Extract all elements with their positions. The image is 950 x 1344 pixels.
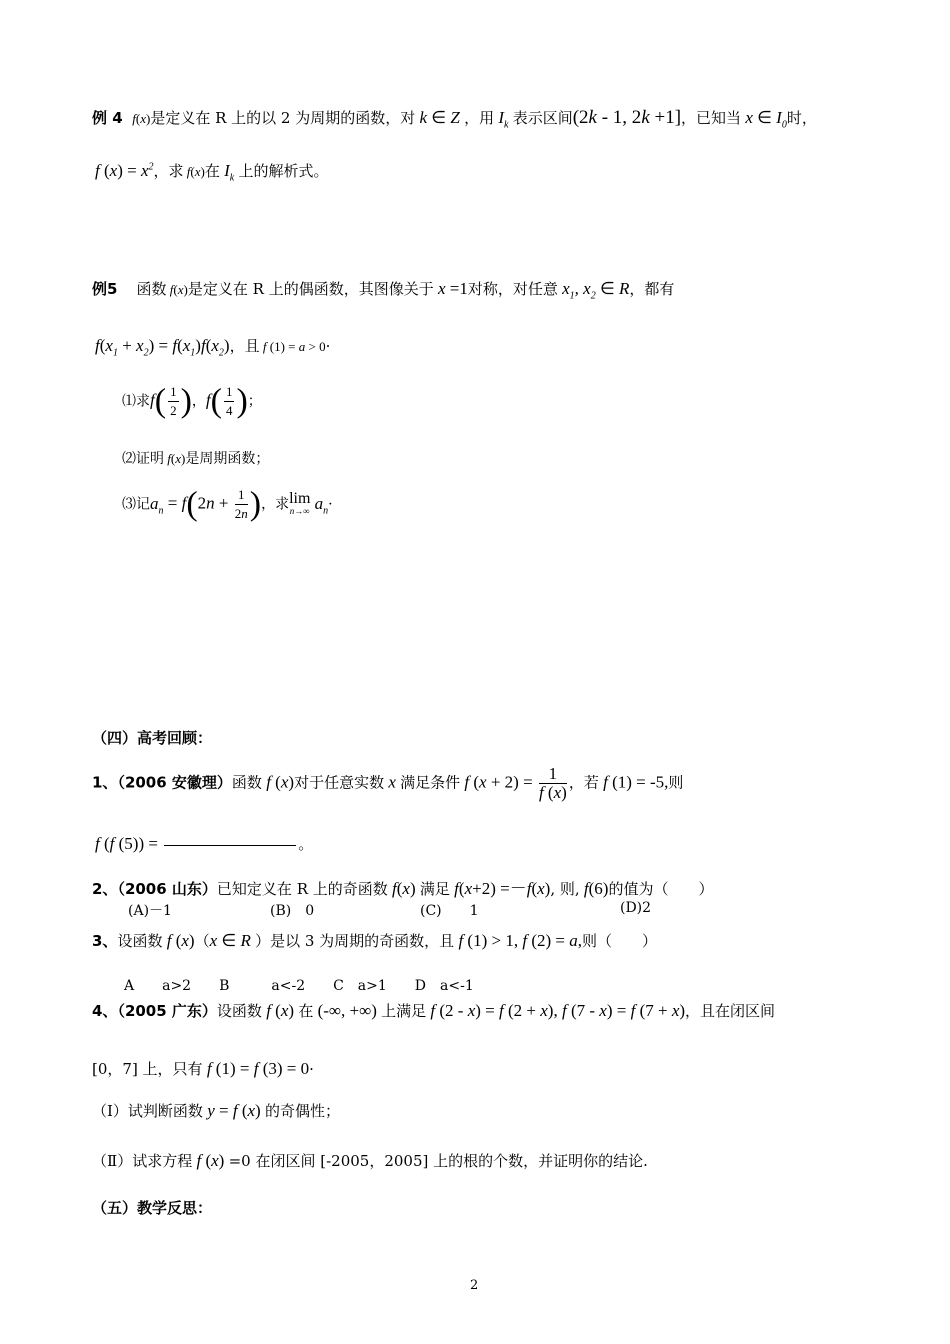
- formula: a: [298, 339, 306, 354]
- text: ，且: [229, 337, 260, 355]
- formula: x: [280, 1001, 289, 1020]
- formula: x: [177, 282, 184, 297]
- formula: (: [99, 834, 110, 853]
- formula: x: [540, 1001, 548, 1020]
- text: 则: [668, 773, 684, 792]
- formula: ): [218, 1151, 229, 1170]
- text: =0 在闭区间 [-2005，2005] 上的根的个数，并证明你的结论.: [228, 1152, 648, 1170]
- formula: f: [181, 493, 187, 513]
- formula: ): [544, 879, 551, 898]
- formula: f: [200, 336, 206, 355]
- formula: ) =: [117, 161, 141, 180]
- formula: f: [526, 879, 532, 898]
- formula: x: [671, 1001, 680, 1020]
- formula: (: [170, 451, 176, 466]
- formula: ): [145, 111, 151, 126]
- text: ⑵证明: [122, 451, 164, 467]
- text: 表示区间: [512, 109, 573, 127]
- formula: ) =: [475, 1001, 500, 1020]
- formula: ): [200, 164, 205, 179]
- text: ·: [309, 1060, 314, 1078]
- formula: f: [132, 111, 136, 126]
- formula: (7 -: [566, 1001, 600, 1020]
- formula: ∈: [217, 931, 241, 950]
- formula: $x_1$: [105, 336, 118, 359]
- formula: (: [154, 382, 167, 420]
- formula: $x_2$: [211, 336, 224, 359]
- formula: $I_k$: [494, 108, 509, 131]
- example-5-q2: [122, 448, 269, 468]
- example-5-q3: [122, 486, 333, 523]
- formula: f: [109, 834, 115, 853]
- formula: R: [619, 279, 630, 298]
- problem-2-option-b: (B) 0: [270, 903, 315, 919]
- formula: $x_1$: [182, 336, 196, 359]
- text: , 则,: [550, 880, 580, 898]
- text: ，已知当: [681, 109, 742, 127]
- formula: f: [259, 339, 267, 354]
- formula: ): [236, 382, 248, 420]
- formula: ∈: [427, 108, 451, 127]
- example-4-label: 例 4: [92, 109, 123, 127]
- formula: x: [402, 879, 410, 898]
- example-4-line-1: [92, 107, 817, 130]
- formula: x: [211, 1151, 219, 1170]
- formula: R: [240, 931, 256, 950]
- formula: (: [201, 1151, 212, 1170]
- formula: (: [186, 485, 198, 523]
- text: ·: [325, 337, 331, 355]
- text: 在: [204, 162, 220, 180]
- formula: =: [163, 493, 182, 513]
- problem-1-line-2: [95, 833, 313, 854]
- formula: (: [270, 1001, 281, 1020]
- text: 满足条件: [400, 773, 461, 792]
- formula: f: [261, 1001, 271, 1020]
- formula: (: [190, 164, 195, 179]
- formula: (2 +: [503, 1001, 541, 1020]
- text: ·: [328, 496, 333, 513]
- formula: ): [183, 282, 188, 297]
- formula: (: [177, 336, 183, 355]
- text: ，求: [153, 162, 184, 180]
- text: ，且在闭区间: [685, 1002, 776, 1020]
- formula: f: [232, 1101, 238, 1120]
- problem-4-part-2: [92, 1150, 648, 1171]
- problem-4-line-2: [92, 1058, 314, 1079]
- formula: =1: [445, 279, 468, 298]
- formula: x: [479, 772, 487, 792]
- text: ⑶记: [122, 496, 150, 513]
- formula: x: [209, 931, 218, 950]
- problem-2-option-c: (C) 1: [420, 903, 479, 919]
- text: 3、: [92, 932, 118, 950]
- formula: (2) =: [527, 931, 570, 950]
- text: 满足: [419, 880, 450, 898]
- text: ⑴求: [122, 393, 150, 410]
- formula: $a_n$: [150, 493, 164, 516]
- formula: f: [183, 164, 191, 179]
- text: （2006 安徽理）: [117, 773, 232, 792]
- text: （Ⅱ）试求方程: [92, 1152, 193, 1170]
- formula: f: [261, 772, 271, 792]
- formula: (6): [588, 879, 609, 898]
- formula: $\frac{1}{f (x)}$: [538, 764, 567, 802]
- text: 上满足: [381, 1002, 427, 1020]
- problem-2-option-d: (D)2: [620, 900, 652, 916]
- problem-1-line-1: [92, 765, 683, 802]
- formula: > 0: [305, 339, 326, 354]
- text: 函数: [136, 280, 167, 298]
- formula: f: [579, 879, 589, 898]
- problem-2-line: [92, 874, 713, 899]
- problem-2-option-a: (A)－1: [128, 903, 172, 919]
- formula: ): [181, 451, 186, 466]
- formula: +2) =－: [472, 879, 527, 898]
- formula: (: [135, 111, 141, 126]
- formula: f: [95, 161, 100, 180]
- formula: f: [205, 390, 211, 410]
- text: 时，: [786, 109, 817, 127]
- formula: $\frac{1}{4}$: [225, 384, 233, 418]
- formula: ∈: [752, 108, 777, 127]
- formula: ): [679, 1001, 686, 1020]
- formula: x: [140, 111, 146, 126]
- formula: (2k - 1, 2k +1]: [572, 107, 682, 128]
- text: 对称，对任意: [467, 280, 558, 298]
- formula: ): [180, 382, 192, 420]
- formula: $x^2$: [140, 161, 154, 180]
- example-5-label: 例5: [92, 280, 118, 298]
- text: 4、: [92, 1002, 118, 1020]
- text: ，都有: [629, 280, 675, 298]
- formula: f: [630, 1001, 636, 1020]
- formula: ) =: [148, 336, 173, 355]
- formula: (5)) =: [114, 834, 163, 853]
- formula: (: [458, 879, 465, 898]
- formula: x: [247, 1101, 256, 1120]
- formula: f: [499, 1001, 504, 1020]
- formula: f: [95, 336, 100, 355]
- example-5-line-1: [92, 278, 674, 301]
- text: 则（ ）: [582, 932, 658, 950]
- formula: f: [387, 879, 397, 898]
- formula: $I_0$: [776, 108, 787, 131]
- formula: f: [164, 451, 171, 466]
- text: 设函数: [216, 1002, 262, 1020]
- example-4-line-2: [95, 160, 329, 183]
- text: （: [194, 932, 210, 950]
- formula: (: [171, 931, 182, 950]
- text: ，求: [261, 496, 290, 513]
- text: 设函数: [117, 932, 163, 950]
- formula: ,: [577, 931, 582, 950]
- formula: (: [270, 772, 281, 792]
- formula: =: [214, 1101, 233, 1120]
- formula: f: [253, 1059, 259, 1078]
- formula: 2n +: [197, 493, 233, 513]
- formula: $I_k$: [219, 161, 235, 184]
- formula: x: [599, 1001, 607, 1020]
- formula: (: [99, 336, 106, 355]
- formula: ),: [547, 1001, 562, 1020]
- formula: x: [384, 772, 401, 792]
- formula: ): [188, 931, 195, 950]
- formula: +: [117, 336, 137, 355]
- formula: y: [202, 1101, 215, 1120]
- text: （Ⅰ）试判断函数: [92, 1102, 203, 1120]
- formula: x: [537, 879, 545, 898]
- formula: x: [175, 451, 181, 466]
- formula: f: [162, 931, 172, 950]
- formula: x: [109, 161, 118, 180]
- formula: f: [460, 772, 470, 792]
- formula: f: [150, 390, 155, 410]
- formula: x: [464, 879, 473, 898]
- section-4-title: （四）高考回顾：: [92, 729, 213, 747]
- formula: ): [195, 336, 201, 355]
- formula: f: [561, 1001, 567, 1020]
- formula: (2 -: [435, 1001, 468, 1020]
- text: 是定义在 R 上的以 2 为周期的函数，对: [150, 109, 416, 127]
- formula: (3) = 0: [258, 1059, 310, 1078]
- formula: (: [396, 879, 403, 898]
- text: [0，7] 上，只有: [92, 1060, 203, 1078]
- problem-4-part-1: [92, 1100, 340, 1121]
- text: 在: [298, 1002, 314, 1020]
- formula: x: [194, 164, 201, 179]
- formula: (1) = -5,: [607, 772, 669, 792]
- text: ，若: [568, 773, 599, 792]
- formula: $a_n$: [310, 493, 329, 516]
- formula: ): [288, 772, 295, 792]
- formula: f: [426, 1001, 436, 1020]
- formula: f: [454, 931, 464, 950]
- formula: $x_1$, $x_2$: [557, 279, 596, 302]
- example-5-line-2: [95, 335, 330, 358]
- formula: lim n→∞: [289, 489, 311, 516]
- formula: (7 +: [635, 1001, 672, 1020]
- text: 的值为（ ）: [608, 880, 714, 898]
- formula: f: [172, 336, 178, 355]
- text: 函数: [231, 773, 262, 792]
- formula: f: [522, 931, 528, 950]
- formula: ): [409, 879, 420, 898]
- formula: x: [181, 931, 189, 950]
- text: 对于任意实数: [294, 773, 385, 792]
- text: ，: [191, 393, 206, 410]
- formula: (: [205, 336, 212, 355]
- formula: $\frac{1}{2n}$: [234, 487, 248, 521]
- formula: f: [192, 1151, 202, 1170]
- formula: (-∞, +∞): [313, 1001, 382, 1020]
- text: （2005 广东）: [117, 1002, 217, 1020]
- formula: x: [280, 772, 289, 792]
- example-5-q1: [122, 383, 262, 420]
- formula: (: [99, 161, 110, 180]
- formula: x: [433, 279, 446, 298]
- formula: Z: [450, 108, 465, 127]
- formula: k: [415, 108, 428, 127]
- text: 2、: [92, 880, 118, 898]
- formula: x: [467, 1001, 476, 1020]
- formula: ): [255, 1101, 265, 1120]
- formula: ): [223, 336, 230, 355]
- formula: f: [598, 772, 608, 792]
- text: 是周期函数；: [185, 451, 270, 467]
- problem-3-line: [92, 930, 657, 951]
- formula: ): [288, 1001, 299, 1020]
- formula: f: [95, 834, 100, 853]
- formula: f: [166, 282, 174, 297]
- text: 上的解析式。: [238, 162, 329, 180]
- text: 的奇偶性；: [264, 1102, 340, 1120]
- formula: ) =: [606, 1001, 631, 1020]
- formula: f: [449, 879, 459, 898]
- formula: (: [237, 1101, 248, 1120]
- text: 1、: [92, 773, 118, 792]
- problem-3-options: A a>2 B a<-2 C a>1 D a<-1: [124, 978, 474, 994]
- formula: (1) > 1,: [463, 931, 523, 950]
- formula: (1) =: [266, 339, 299, 354]
- formula: (: [210, 382, 222, 420]
- formula: x: [741, 108, 753, 127]
- formula: ): [249, 485, 262, 523]
- formula: $x_2$: [136, 336, 149, 359]
- answer-blank: [164, 845, 296, 846]
- text: ）是以 3 为周期的奇函数，且: [255, 932, 455, 950]
- formula: (: [469, 772, 480, 792]
- text: ，用: [464, 109, 495, 127]
- formula: (: [173, 282, 178, 297]
- formula: a: [569, 931, 578, 950]
- section-5-title: （五）教学反思：: [92, 1199, 213, 1217]
- formula: f: [202, 1059, 212, 1078]
- text: （2006 山东）: [117, 880, 217, 898]
- formula: ∈: [595, 279, 620, 298]
- text: 。: [298, 835, 314, 853]
- text: ；: [247, 393, 262, 410]
- problem-4-line-1: [92, 1000, 775, 1021]
- page-number: 2: [470, 1278, 479, 1293]
- formula: (: [531, 879, 538, 898]
- text: 已知定义在 R 上的奇函数: [216, 880, 388, 898]
- formula: + 2) =: [486, 772, 537, 792]
- formula: (1) =: [211, 1059, 254, 1078]
- formula: $\frac{1}{2}$: [170, 384, 177, 418]
- text: 是定义在 R 上的偶函数，其图像关于: [187, 280, 434, 298]
